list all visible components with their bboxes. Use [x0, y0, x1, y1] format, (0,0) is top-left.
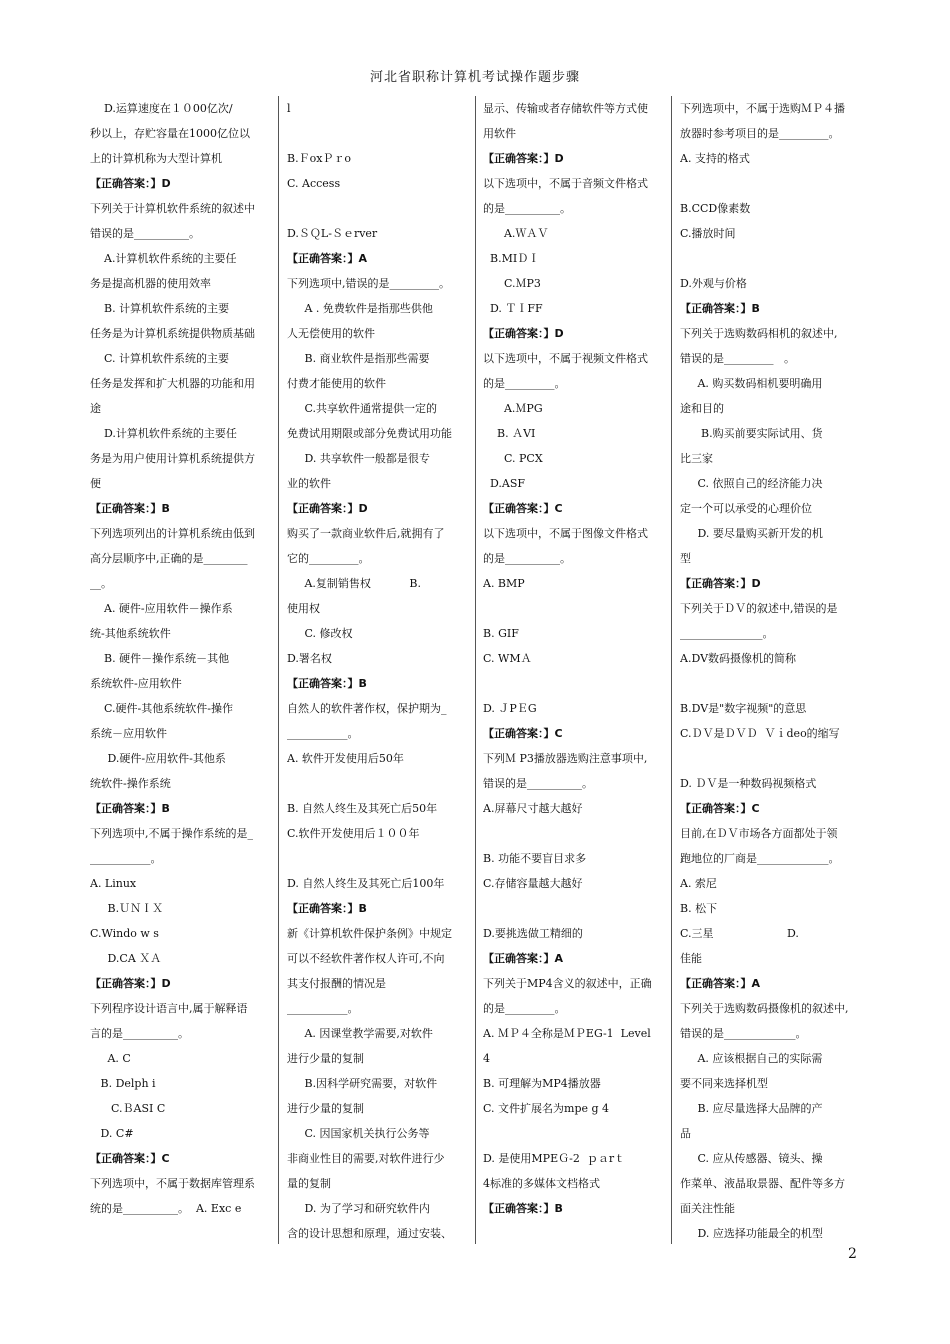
text-line: C.硬件-其他系统软件-操作	[90, 702, 233, 715]
text-line	[483, 671, 663, 696]
text-line: A. C	[90, 1052, 131, 1065]
text-line: B. 功能不要盲目求多	[483, 852, 587, 865]
text-line: ___________。	[90, 852, 162, 865]
text-line: 可以不经软件著作权人许可,不向	[287, 952, 445, 965]
text-line: 面关注性能	[680, 1202, 735, 1215]
text-line: 下列关于ＤＶ的叙述中,错误的是	[680, 602, 838, 615]
text-line: 务是提高机器的使用效率	[90, 277, 211, 290]
text-line: B. 自然人终生及其死亡后50年	[287, 802, 438, 815]
text-line: A.ＭPG	[483, 402, 543, 415]
text-column-1	[90, 96, 270, 1244]
answer-line: 【正确答案：】C	[483, 727, 563, 740]
text-line: 下列选项中,不属于操作系统的是_	[90, 827, 253, 840]
text-line: C. 依照自己的经济能力决	[680, 477, 823, 490]
text-line: A. 因课堂教学需要,对软件	[287, 1027, 433, 1040]
text-line: D.计算机软件系统的主要任	[90, 427, 237, 440]
text-line: C.ＭP3	[483, 277, 541, 290]
text-line: 显示、传输或者存储软件等方式使	[483, 102, 648, 115]
text-line: 用软件	[483, 127, 516, 140]
text-line: 统软件-操作系统	[90, 777, 171, 790]
text-line: 下列关于选购数码相机的叙述中,	[680, 327, 838, 340]
text-line: D. 是使用MPEＧ-2 ｐａrｔ	[483, 1152, 626, 1165]
text-line: 自然人的软件著作权，保护期为_	[287, 702, 447, 715]
text-line: B. ＡVI	[483, 427, 536, 440]
text-line: 作菜单、液晶取景器、配件等多方	[680, 1177, 845, 1190]
text-line: 以下选项中，不属于视频文件格式	[483, 352, 648, 365]
answer-line: 【正确答案：】A	[287, 252, 368, 265]
text-line: 跑地位的厂商是_____________。	[680, 852, 840, 865]
text-line: B.DV是"数字视频"的意思	[680, 702, 807, 715]
text-line: 新《计算机软件保护条例》中规定	[287, 927, 452, 940]
text-line: 的是__________。	[483, 552, 571, 565]
text-line: 下列关于计算机软件系统的叙述中	[90, 202, 255, 215]
text-line: 比三家	[680, 452, 713, 465]
text-line: 4	[483, 1052, 490, 1065]
text-line: l	[287, 102, 291, 115]
text-line: 错误的是__________。	[483, 777, 593, 790]
text-line: 以下选项中，不属于音频文件格式	[483, 177, 648, 190]
answer-line: 【正确答案：】B	[680, 302, 760, 315]
text-line: D.ASF	[483, 477, 526, 490]
answer-line: 【正确答案：】C	[483, 502, 563, 515]
text-line: B. 商业软件是指那些需要	[287, 352, 430, 365]
text-line: C.三星 D.	[680, 927, 799, 940]
answer-line: 【正确答案：】C	[90, 1152, 170, 1165]
text-line: 业的软件	[287, 477, 331, 490]
text-line: C.播放时间	[680, 227, 736, 240]
text-line	[680, 246, 860, 271]
answer-line: 【正确答案：】B	[483, 1202, 563, 1215]
text-line: A. 应该根据自己的实际需	[680, 1052, 823, 1065]
text-line: 系统－应用软件	[90, 727, 167, 740]
answer-line: 【正确答案：】D	[680, 577, 761, 590]
text-line: D. ＴＩFF	[483, 302, 543, 315]
page-number: 2	[848, 1246, 857, 1262]
text-line: 错误的是_________ 。	[680, 352, 795, 365]
text-line: 的是__________。	[483, 202, 571, 215]
text-line: C.存储容量越大越好	[483, 877, 583, 890]
text-line: 言的是__________。	[90, 1027, 189, 1040]
text-line: 进行少量的复制	[287, 1102, 364, 1115]
text-line: 途和目的	[680, 402, 724, 415]
text-line: 下列关于MP4含义的叙述中，正确	[483, 977, 652, 990]
text-line: D.运算速度在１０00亿次/	[90, 102, 233, 115]
text-line: 错误的是_____________。	[680, 1027, 807, 1040]
text-line: 下列Ｍ P3播放器选购注意事项中,	[483, 752, 648, 765]
text-line	[287, 196, 467, 221]
text-line: C. 文件扩展名为mpe g 4	[483, 1102, 610, 1115]
text-line: C.ＤＶ是ＤＶＤ Ｖｉdeo的缩写	[680, 727, 840, 740]
text-line: C. 应从传感器、镜头、操	[680, 1152, 823, 1165]
text-line: A.屏幕尺寸越大越好	[483, 802, 583, 815]
text-line: D.外观与价格	[680, 277, 747, 290]
answer-line: 【正确答案：】A	[680, 977, 761, 990]
text-line: B. GIF	[483, 627, 519, 640]
text-line: D.ＳＱL-Ｓｅrver	[287, 227, 378, 240]
text-column-2	[287, 96, 467, 1244]
text-line: 下列程序设计语言中,属于解释语	[90, 1002, 248, 1015]
text-line: 秒以上，存贮容量在1000亿位以	[90, 127, 250, 140]
page-title: 河北省职称计算机考试操作题步骤	[369, 70, 580, 85]
text-line: D.硬件-应用软件-其他系	[90, 752, 226, 765]
text-line: C. WMＡ	[483, 652, 532, 665]
text-line: C. 修改权	[287, 627, 353, 640]
answer-line: 【正确答案：】D	[483, 152, 564, 165]
answer-line: 【正确答案：】B	[90, 502, 170, 515]
text-line: C.Windo w s	[90, 927, 159, 940]
text-line: B. 可理解为MP4播放器	[483, 1077, 601, 1090]
text-line: 统-其他系统软件	[90, 627, 171, 640]
text-line: C. 因国家机关执行公务等	[287, 1127, 430, 1140]
text-line: 下列关于选购数码摄像机的叙述中,	[680, 1002, 849, 1015]
text-line	[680, 671, 860, 696]
text-line: A . 免费软件是指那些供他	[287, 302, 433, 315]
text-line	[483, 821, 663, 846]
text-line: 人无偿使用的软件	[287, 327, 375, 340]
text-line: D. C#	[90, 1127, 134, 1140]
text-line: A. 索尼	[680, 877, 717, 890]
text-line: D. 为了学习和研究软件内	[287, 1202, 430, 1215]
text-line: D.要挑选做工精细的	[483, 927, 583, 940]
text-line: 量的复制	[287, 1177, 331, 1190]
text-line: 任务是为计算机系统提供物质基础	[90, 327, 255, 340]
text-line: 定一个可以承受的心理价位	[680, 502, 812, 515]
text-line: B.ＵＮＩＸ	[90, 902, 164, 915]
text-line: 以下选项中，不属于图像文件格式	[483, 527, 648, 540]
text-line: A.复制销售权 B.	[287, 577, 421, 590]
text-line: 品	[680, 1127, 691, 1140]
text-line: C. Access	[287, 177, 341, 190]
text-line: 务是为用户使用计算机系统提供方	[90, 452, 255, 465]
text-column-4	[680, 96, 860, 1244]
text-line: 高分层顺序中,正确的是________	[90, 552, 248, 565]
answer-line: 【正确答案：】D	[90, 177, 171, 190]
text-line: 的是_________。	[483, 377, 566, 390]
text-line	[287, 771, 467, 796]
text-line	[483, 896, 663, 921]
text-line: D. ＪPＥG	[483, 702, 537, 715]
text-line: 含的设计思想和原理，通过安装、	[287, 1227, 452, 1240]
text-line: 错误的是__________。	[90, 227, 200, 240]
text-line: A.DV数码摄像机的简称	[680, 652, 797, 665]
text-line: 下列选项中,错误的是_________。	[287, 277, 450, 290]
text-line: D. 应选择功能最全的机型	[680, 1227, 823, 1240]
text-line: 非商业性目的需要,对软件进行少	[287, 1152, 445, 1165]
text-line: 的是_________。	[483, 1002, 566, 1015]
text-line: B.CCD像素数	[680, 202, 751, 215]
text-line: C.共享软件通常提供一定的	[287, 402, 438, 415]
text-line: B. 松下	[680, 902, 718, 915]
text-line: 下列选项中，不属于数据库管理系	[90, 1177, 255, 1190]
text-line: ___________。	[287, 727, 359, 740]
text-line	[680, 171, 860, 196]
text-line: A. 软件开发使用后50年	[287, 752, 404, 765]
text-line: 购买了一款商业软件后,就拥有了	[287, 527, 445, 540]
text-line: ___________。	[287, 1002, 359, 1015]
text-line: __。	[90, 577, 112, 590]
text-column-3	[483, 96, 663, 1244]
answer-line: 【正确答案：】D	[483, 327, 564, 340]
text-line: 使用权	[287, 602, 320, 615]
text-line: A.ＷＡＶ	[483, 227, 549, 240]
text-line: A. 硬件-应用软件－操作系	[90, 602, 233, 615]
column-divider	[278, 96, 279, 1244]
text-line: 其支付报酬的情况是	[287, 977, 386, 990]
text-line: 上的计算机称为大型计算机	[90, 152, 222, 165]
text-line: 目前,在ＤＶ市场各方面都处于领	[680, 827, 838, 840]
text-line: A. ＭＰ４全称是ＭＰEG-1 Level	[483, 1027, 651, 1040]
text-line: 4标准的多媒体文档格式	[483, 1177, 600, 1190]
text-line: 要不同来选择机型	[680, 1077, 768, 1090]
text-line: B. 计算机软件系统的主要	[90, 302, 230, 315]
text-line: C. PCX	[483, 452, 543, 465]
text-line	[680, 746, 860, 771]
text-line: B. 应尽量选择大品牌的产	[680, 1102, 823, 1115]
text-line: D. 共享软件一般都是很专	[287, 452, 430, 465]
text-line: D.CA ＸＡ	[90, 952, 162, 965]
text-line: C. 计算机软件系统的主要	[90, 352, 230, 365]
text-line: 进行少量的复制	[287, 1052, 364, 1065]
text-line: A. 支持的格式	[680, 152, 750, 165]
text-line: 系统软件-应用软件	[90, 677, 182, 690]
text-line: 统的是__________。 A. Exc e	[90, 1202, 242, 1215]
text-line: B.购买前要实际试用、货	[680, 427, 823, 440]
answer-line: 【正确答案：】D	[287, 502, 368, 515]
text-line: D.署名权	[287, 652, 332, 665]
text-line: B.因科学研究需要，对软件	[287, 1077, 438, 1090]
answer-line: 【正确答案：】B	[287, 677, 367, 690]
text-line: B. 硬件－操作系统－其他	[90, 652, 230, 665]
text-line: 任务是发挥和扩大机器的功能和用	[90, 377, 255, 390]
column-divider	[671, 96, 672, 1244]
text-line	[287, 121, 467, 146]
text-line: A. Linux	[90, 877, 137, 890]
text-line: A.计算机软件系统的主要任	[90, 252, 237, 265]
text-line: C.ＢASI C	[90, 1102, 166, 1115]
text-line: A. BMP	[483, 577, 525, 590]
column-divider	[475, 96, 476, 1244]
text-line: 放器时参考项目的是_________。	[680, 127, 840, 140]
text-line: 它的_________。	[287, 552, 370, 565]
text-line: 途	[90, 402, 101, 415]
answer-line: 【正确答案：】B	[287, 902, 367, 915]
text-line: _______________。	[680, 627, 774, 640]
text-line: A. 购买数码相机要明确用	[680, 377, 823, 390]
text-line: C.软件开发使用后１００年	[287, 827, 420, 840]
text-line: B.ＦoxＰｒo	[287, 152, 352, 165]
text-line	[483, 1121, 663, 1146]
text-line: 型	[680, 552, 691, 565]
text-line: B.MIＤＩ	[483, 252, 540, 265]
text-line: 下列选项列出的计算机系统由低到	[90, 527, 255, 540]
text-line: 便	[90, 477, 101, 490]
text-line	[483, 596, 663, 621]
text-line: 下列选项中，不属于选购ＭＰ４播	[680, 102, 845, 115]
text-line	[287, 846, 467, 871]
text-line: D. 要尽量购买新开发的机	[680, 527, 823, 540]
text-line: D. ＤＶ是一种数码视频格式	[680, 777, 817, 790]
answer-line: 【正确答案：】D	[90, 977, 171, 990]
answer-line: 【正确答案：】A	[483, 952, 564, 965]
text-line: 佳能	[680, 952, 702, 965]
text-line: D. 自然人终生及其死亡后100年	[287, 877, 445, 890]
answer-line: 【正确答案：】B	[90, 802, 170, 815]
text-line: 付费才能使用的软件	[287, 377, 386, 390]
answer-line: 【正确答案：】C	[680, 802, 760, 815]
text-line: B. Delph i	[90, 1077, 156, 1090]
text-line: 免费试用期限或部分免费试用功能	[287, 427, 452, 440]
